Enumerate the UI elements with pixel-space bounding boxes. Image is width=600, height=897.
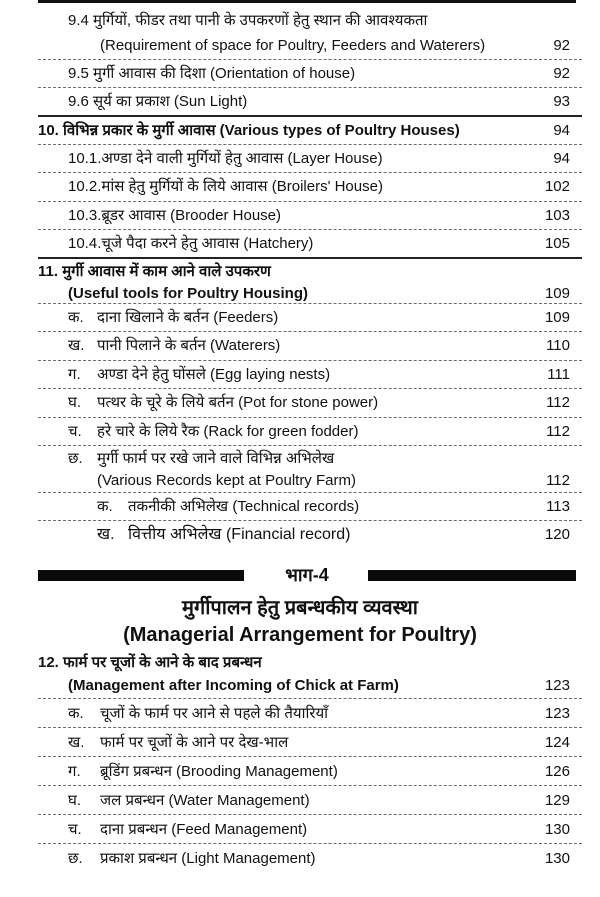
toc-chapter-label: 10. विभिन्न प्रकार के मुर्गी आवास (Various types of Poultry Houses) bbox=[38, 122, 460, 139]
toc-page-number: 129 bbox=[544, 792, 570, 809]
toc-page-number: 124 bbox=[544, 734, 570, 751]
toc-page-number: 102 bbox=[544, 178, 570, 195]
toc-entry-marker: क. bbox=[68, 309, 84, 326]
toc-entry-11-gha[interactable] bbox=[0, 389, 600, 418]
toc-entry-11-cha[interactable] bbox=[0, 418, 600, 446]
toc-entry-label: पानी पिलाने के बर्तन (Waterers) bbox=[97, 337, 281, 354]
toc-entry-label: फार्म पर चूजों के आने पर देख-भाल bbox=[100, 734, 289, 751]
toc-entry-label: 10.4.चूजे पैदा करने हेतु आवास (Hatchery) bbox=[68, 235, 314, 252]
toc-entry-label: दाना खिलाने के बर्तन (Feeders) bbox=[97, 309, 279, 326]
toc-entry-marker: घ. bbox=[68, 792, 82, 809]
toc-entry-marker: ख. bbox=[97, 526, 115, 543]
toc-entry-label: 9.5 मुर्गी आवास की दिशा (Orientation of house) bbox=[68, 65, 356, 82]
toc-entry-marker: घ. bbox=[68, 394, 82, 411]
toc-page-number: 112 bbox=[546, 394, 570, 411]
toc-entry-11-kha[interactable] bbox=[0, 332, 600, 361]
toc-page-number: 126 bbox=[544, 763, 570, 780]
toc-subentry-technical-records[interactable] bbox=[0, 493, 600, 521]
toc-page-number: 92 bbox=[553, 65, 570, 82]
toc-entry-11-ga[interactable] bbox=[0, 361, 600, 389]
toc-chapter-10[interactable] bbox=[0, 117, 600, 145]
toc-entry-marker: क. bbox=[68, 705, 84, 722]
toc-page-number: 109 bbox=[544, 309, 570, 326]
toc-page-number: 94 bbox=[553, 122, 570, 139]
toc-page-number: 109 bbox=[544, 285, 570, 302]
toc-chapter-label-english: (Management after Incoming of Chick at Farm) bbox=[68, 677, 399, 694]
part-label: भाग-4 bbox=[285, 565, 329, 585]
toc-page-number: 92 bbox=[553, 37, 570, 54]
toc-entry-label: 10.3.ब्रूडर आवास (Brooder House) bbox=[68, 207, 281, 224]
toc-entry-12-chha[interactable] bbox=[0, 844, 600, 873]
toc-entry-label: मुर्गी फार्म पर रखे जाने वाले विभिन्न अभिलेख bbox=[97, 450, 335, 467]
toc-entry-10-4[interactable] bbox=[0, 230, 600, 259]
toc-entry-label-english: (Various Records kept at Poultry Farm) bbox=[97, 472, 356, 489]
toc-entry-label: चूजों के फार्म पर आने से पहले की तैयारियाँ bbox=[100, 705, 329, 722]
toc-entry-marker: ख. bbox=[68, 337, 85, 354]
toc-entry-marker: छ. bbox=[68, 450, 83, 467]
toc-entry-marker: च. bbox=[68, 423, 82, 440]
toc-entry-label: दाना प्रबन्धन (Feed Management) bbox=[100, 821, 308, 838]
toc-entry-label: हरे चारे के लिये रैक (Rack for green fodder) bbox=[97, 423, 359, 440]
toc-entry-9-4[interactable] bbox=[0, 8, 600, 60]
toc-entry-label: अण्डा देने हेतु घोंसले (Egg laying nests) bbox=[97, 366, 331, 383]
toc-entry-label: वित्तीय अभिलेख (Financial record) bbox=[128, 526, 351, 543]
toc-entry-marker: ग. bbox=[68, 763, 81, 780]
toc-entry-label: 9.6 सूर्य का प्रकाश (Sun Light) bbox=[68, 93, 248, 110]
toc-entry-10-2[interactable] bbox=[0, 173, 600, 202]
toc-entry-11-ka[interactable] bbox=[0, 304, 600, 332]
part-heading bbox=[38, 563, 576, 587]
toc-entry-9-5[interactable] bbox=[0, 60, 600, 88]
toc-entry-marker: छ. bbox=[68, 850, 83, 867]
toc-entry-label: जल प्रबन्धन (Water Management) bbox=[100, 792, 310, 809]
toc-page-number: 123 bbox=[544, 677, 570, 694]
toc-chapter-label: 12. फार्म पर चूजों के आने के बाद प्रबन्धन bbox=[38, 654, 262, 671]
toc-entry-label: तकनीकी अभिलेख (Technical records) bbox=[128, 498, 360, 515]
toc-page-number: 94 bbox=[553, 150, 570, 167]
toc-entry-label: पत्थर के चूरे के लिये बर्तन (Pot for stone power) bbox=[97, 394, 379, 411]
toc-entry-label: प्रकाश प्रबन्धन (Light Management) bbox=[100, 850, 316, 867]
toc-entry-label: ब्रूडिंग प्रबन्धन (Brooding Management) bbox=[100, 763, 338, 780]
toc-entry-12-ka[interactable] bbox=[0, 699, 600, 728]
toc-subentry-financial-record[interactable] bbox=[0, 521, 600, 551]
toc-page-number: 112 bbox=[546, 472, 570, 489]
top-rule bbox=[38, 0, 576, 3]
toc-entry-marker: च. bbox=[68, 821, 82, 838]
toc-page-number: 130 bbox=[544, 850, 570, 867]
toc-entry-12-kha[interactable] bbox=[0, 728, 600, 757]
toc-entry-9-6[interactable] bbox=[0, 88, 600, 117]
toc-entry-11-chha[interactable] bbox=[0, 446, 600, 493]
toc-page-number: 111 bbox=[547, 366, 570, 383]
toc-chapter-label: 11. मुर्गी आवास में काम आने वाले उपकरण bbox=[38, 263, 271, 280]
toc-page-number: 130 bbox=[544, 821, 570, 838]
toc-entry-label: 10.2.मांस हेतु मुर्गियों के लिये आवास (Broilers' House) bbox=[68, 178, 383, 195]
toc-page-number: 103 bbox=[544, 207, 570, 224]
toc-chapter-12[interactable] bbox=[0, 650, 600, 699]
toc-page-number: 113 bbox=[546, 498, 570, 515]
section-title-hindi: मुर्गीपालन हेतु प्रबन्धकीय व्यवस्था bbox=[182, 597, 418, 619]
toc-entry-12-gha[interactable] bbox=[0, 786, 600, 815]
toc-entry-10-1[interactable] bbox=[0, 145, 600, 173]
toc-entry-10-3[interactable] bbox=[0, 202, 600, 230]
toc-entry-marker: क. bbox=[97, 498, 113, 515]
toc-entry-marker: ख. bbox=[68, 734, 85, 751]
toc-entry-12-ga[interactable] bbox=[0, 757, 600, 786]
toc-chapter-label-english: (Useful tools for Poultry Housing) bbox=[68, 285, 308, 302]
toc-page-number: 120 bbox=[544, 526, 570, 543]
toc-entry-12-cha[interactable] bbox=[0, 815, 600, 844]
toc-chapter-11[interactable] bbox=[0, 259, 600, 304]
toc-entry-label: 10.1.अण्डा देने वाली मुर्गियों हेतु आवास (Layer House) bbox=[68, 150, 383, 167]
toc-entry-label-english: (Requirement of space for Poultry, Feeders and Waterers) bbox=[100, 37, 486, 54]
section-title-english: (Managerial Arrangement for Poultry) bbox=[123, 624, 477, 646]
toc-page-number: 105 bbox=[544, 235, 570, 252]
toc-entry-marker: ग. bbox=[68, 366, 81, 383]
toc-page-number: 110 bbox=[546, 337, 570, 354]
toc-page-number: 112 bbox=[546, 423, 570, 440]
toc-page-number: 123 bbox=[544, 705, 570, 722]
toc-entry-label: 9.4 मुर्गियों, फीडर तथा पानी के उपकरणों हेतु स्थान की आवश्यकता bbox=[68, 12, 428, 29]
toc-page-number: 93 bbox=[553, 93, 570, 110]
